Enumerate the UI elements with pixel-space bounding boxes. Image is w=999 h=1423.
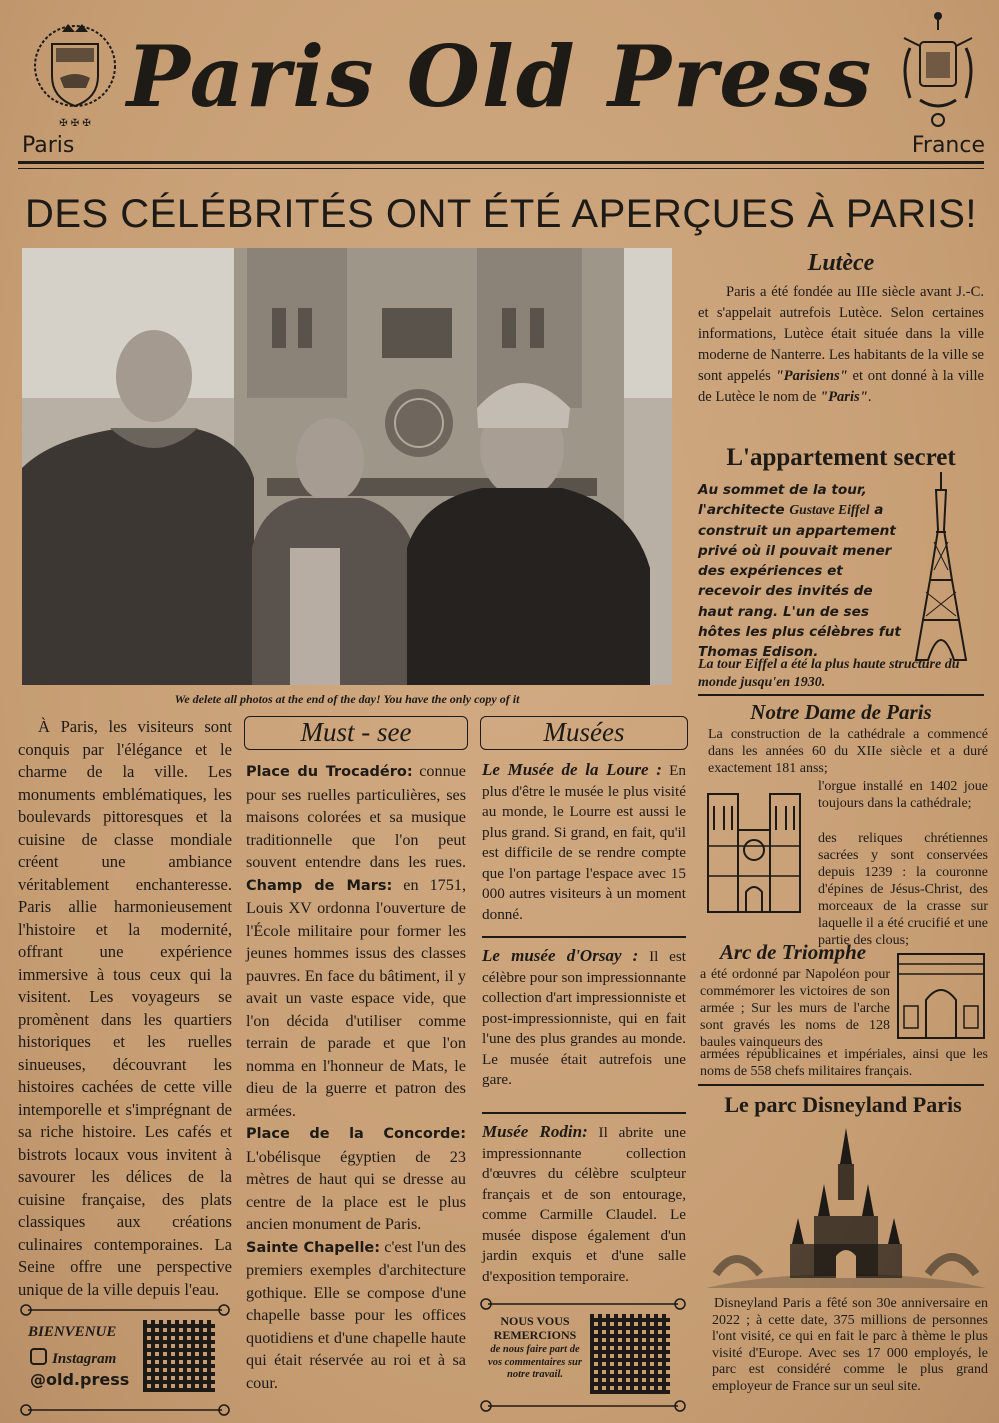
masthead-country: France bbox=[911, 133, 985, 158]
must-see-title: Must - see bbox=[300, 717, 412, 747]
souvenir-photo bbox=[22, 248, 672, 685]
ornament-divider bbox=[18, 1300, 232, 1320]
arc-article-bottom: armées républicaines et impériales, ainsi que les noms de 558 chefs militaires français. bbox=[700, 1047, 988, 1079]
masthead-rule-thin bbox=[18, 168, 984, 169]
welcome-label: BIENVENUE bbox=[28, 1324, 117, 1340]
appartement-article: Au sommet de la tour, l'architecte Gustave Eiffel a construit un appartement privé où il pouvait mener des expériences et recevoir des invités de haut rang. L'un de ses hôtes les plus célèbres fut Thomas Edison. bbox=[698, 482, 901, 661]
instagram-handle[interactable]: @old.press bbox=[30, 1370, 130, 1389]
headline: DES CÉLÉBRITÉS ONT ÉTÉ APERÇUES À PARIS! bbox=[24, 192, 978, 236]
thanks-heading: NOUS VOUS REMERCIONS bbox=[493, 1314, 577, 1342]
qr-code-feedback[interactable] bbox=[590, 1314, 670, 1394]
notre-dame-icon bbox=[702, 786, 806, 916]
notre-dame-organ: l'orgue installé en 1402 joue toujours dans la cathédrale; bbox=[818, 779, 988, 811]
ornament-divider bbox=[478, 1294, 688, 1314]
eiffel-footnote: La tour Eiffel a été la plus haute structure du monde jusqu'en 1930. bbox=[698, 657, 960, 690]
disney-article: Disneyland Paris a fêté son 30e anniversaire en 2022 ; à cette date, 375 millions de personnes l'ont visité, ce qui en fait le parc à thème le plus visité d'Europe. Avec ses 17 000 employés, le parc est considéré comme le plus grand employeur de France sur un seul site. bbox=[712, 1296, 988, 1394]
svg-text:✠ ✠ ✠: ✠ ✠ ✠ bbox=[59, 118, 91, 129]
instagram-link[interactable] bbox=[30, 1348, 116, 1368]
photo-caption: We delete all photos at the end of the day! You have the only copy of it bbox=[174, 692, 520, 706]
notre-dame-title: Notre Dame de Paris bbox=[750, 700, 932, 724]
must-see-article: Place du Trocadéro: connue pour ses ruelles particulières, ses maisons colorées et sa musique traditionnelle que l'on peut souvent entendre dans les rues. Champ de Mars: en 1751, Louis XV ordonna l'ouverture de l'École militaire pour former les jeunes hommes issus des classes pauvres. En face du bâtiment, il y avait un vaste espace vide, que l'on décida d'utiliser comme terrain de parade et que l'on nomma en l'honneur de Mats, le dieu de la guerre et patron des armées. Place de la Concorde: L'obélisque égyptien de 23 mètres de haut qui se dresse au centre de la place est le plus ancien monument de Paris. Sainte Chapelle: c'est l'un des premiers exemples d'architecture gothique. Elle se compose d'une chapelle basse pour les offices quotidiens et d'une chapelle haute qui était réservée au roi et à sa cour. bbox=[246, 762, 467, 1392]
intro-article: À Paris, les visiteurs sont conquis par l'élégance et le charme de la ville. Les monuments emblématiques, les boulevards pittoresques et la cuisine de classe mondiale créent une ambiance véritablement enchanteresse. Paris allie harmonieusement l'histoire et la modernité, offrant une expérience immersive à tous ceux qui la visitent. Les voyageurs se promènent dans les quartiers historiques et les ruelles sinueuses, découvrant les histoires cachées de cette ville intemporelle et s'imprégnant de sa riche histoire. Les cafés et bistrots locaux vous invitent à savourer les délices de la cuisine française, des plats classiques aux créations culinaires contemporaines. La Seine offre une perspective unique de la ville depuis l'eau. bbox=[18, 717, 232, 1299]
disney-castle-icon bbox=[706, 1124, 986, 1288]
arc-article-top: a été ordonné par Napoléon pour commémorer les victoires de son armée ; Sur les murs de l'arche sont gravés les noms de 128 baules vainqueurs des bbox=[700, 967, 890, 1050]
arc-title: Arc de Triomphe bbox=[719, 940, 867, 964]
section-divider bbox=[698, 694, 984, 696]
appartement-title: L'appartement secret bbox=[726, 444, 956, 471]
musees-divider bbox=[482, 936, 686, 938]
masthead-city: Paris bbox=[22, 133, 75, 158]
notre-dame-intro: La construction de la cathédrale a commencé dans les années 60 du XIIe siècle et a duré exactement 181 anss; bbox=[708, 727, 988, 776]
musee-rodin: Musée Rodin: Il abrite une impressionnante collection d'œuvres du célèbre sculpteur français et de son entourage, comme Carmille Claudel. Le musée dispose également d'un jardin exquis et d'une salle d'exposition temporaire. bbox=[482, 1122, 686, 1285]
paris-coat-of-arms-icon bbox=[26, 14, 124, 132]
ornament-divider bbox=[478, 1396, 688, 1416]
lutece-article: Paris a été fondée au IIIe siècle avant J.-C. et s'appelait autrefois Lutèce. Selon certaines informations, Lutèce était située dans la ville moderne de Nanterre. Les habitants de la ville se sont appelés "Parisiens" et ont donné à la ville de Lutèce le nom de "Paris". bbox=[698, 284, 984, 405]
disney-title: Le parc Disneyland Paris bbox=[724, 1092, 962, 1117]
instagram-icon bbox=[30, 1348, 47, 1365]
arc-de-triomphe-icon bbox=[896, 950, 986, 1042]
musee-orsay: Le musée d'Orsay : Il est célèbre pour son impressionnante collection d'art impressionniste et post-impressionniste, qui en fait l'une des plus grandes au monde. Le musée était autrefois une gare. bbox=[482, 946, 686, 1088]
notre-dame-relics: des reliques chrétiennes sacrées y sont conservées depuis 1239 : la couronne d'épines de Jésus-Christ, des morceaux de la crasse sur laquelle il a été crucifié et une partie des clous; bbox=[818, 831, 988, 948]
masthead-title: Paris Old Press bbox=[126, 27, 874, 126]
musees-title: Musées bbox=[543, 717, 625, 747]
france-emblem-icon bbox=[890, 8, 986, 132]
section-divider bbox=[698, 1084, 984, 1086]
musees-divider bbox=[482, 1112, 686, 1114]
thanks-text: de nous faire part de vos commentaires sur notre travail. bbox=[488, 1344, 582, 1380]
musee-louvre: Le Musée de la Loure : En plus d'être le musée le plus visité au monde, le Lourre est aussi le plus grand. Si grand, en fait, qu'il est difficile de se rendre compte que l'on partage l'espace avec 15 000 autres visiteurs à un moment donné. bbox=[482, 760, 686, 923]
instagram-label: Instagram bbox=[52, 1351, 117, 1367]
qr-code-instagram[interactable] bbox=[143, 1320, 215, 1392]
ornament-divider bbox=[18, 1400, 232, 1420]
lutece-title: Lutèce bbox=[807, 250, 875, 276]
eiffel-tower-icon bbox=[896, 470, 986, 668]
masthead-rule bbox=[18, 161, 984, 164]
